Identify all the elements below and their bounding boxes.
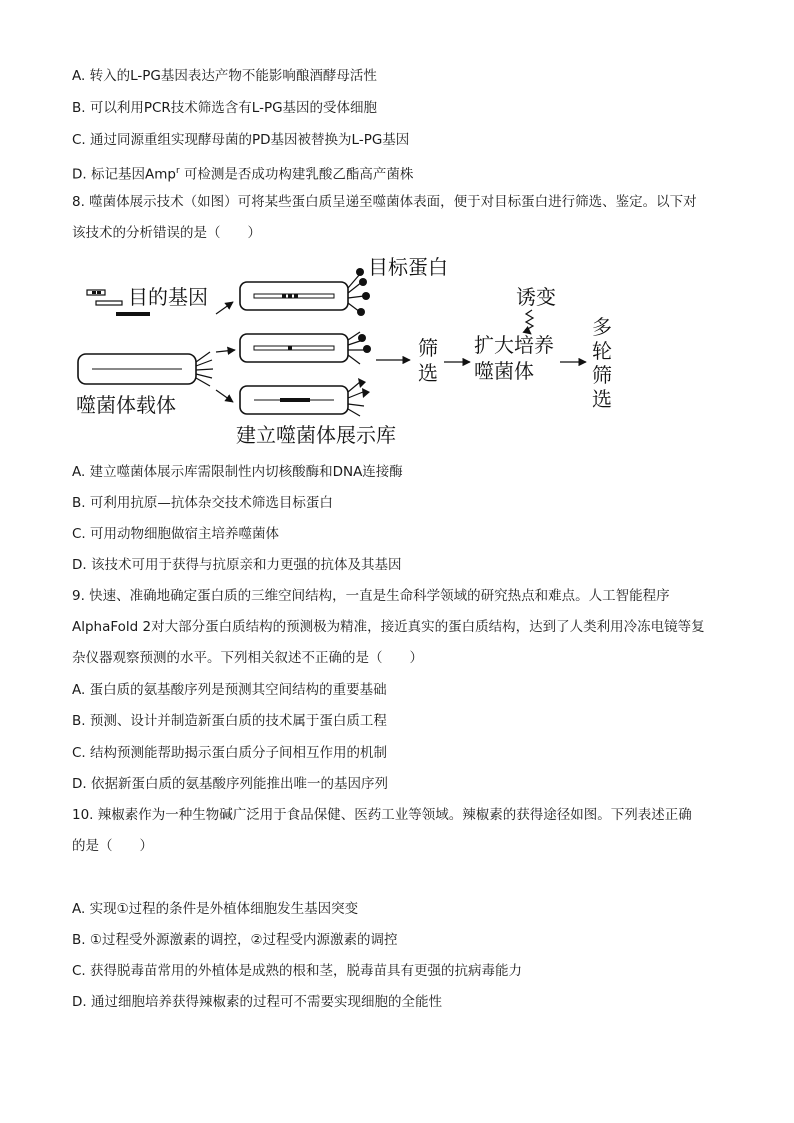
q7-option-c: C. 通过同源重组实现酵母菌的PD基因被替换为L-PG基因 xyxy=(72,132,410,148)
target-protein-label: 目标蛋白 xyxy=(368,255,448,279)
q7-option-d xyxy=(72,162,413,184)
multi-char-1: 多 xyxy=(592,315,612,339)
q9-stem-line2: AlphaFold 2对大部分蛋白质结构的预测极为精准，接近真实的蛋白质结构，达到了人类利用冷冻电镜等复 xyxy=(72,619,705,635)
multi-char-4: 选 xyxy=(592,387,612,411)
expand-label-2: 噬菌体 xyxy=(474,359,534,383)
target-gene-label: 目的基因 xyxy=(128,285,208,309)
q9-stem-line1: 9. 快速、准确地确定蛋白质的三维空间结构，一直是生命科学领域的研究热点和难点。人工智能程序 xyxy=(72,588,670,604)
vector-phage xyxy=(78,352,213,386)
q9-option-b: B. 预测、设计并制造新蛋白质的技术属于蛋白质工程 xyxy=(72,713,387,729)
phage-display-diagram xyxy=(70,252,640,452)
q8-option-c: C. 可用动物细胞做宿主培养噬菌体 xyxy=(72,526,280,542)
q10-option-c: C. 获得脱毒苗常用的外植体是成熟的根和茎，脱毒苗具有更强的抗病毒能力 xyxy=(72,963,523,979)
screen-char-1: 筛 xyxy=(418,336,438,360)
library-phage-3 xyxy=(240,378,370,416)
q10-option-a: A. 实现①过程的条件是外植体细胞发生基因突变 xyxy=(72,901,359,917)
expand-label-1: 扩大培养 xyxy=(474,333,554,357)
q7-option-d-text: D. 标记基因Amp xyxy=(72,166,176,183)
multi-char-2: 轮 xyxy=(592,339,612,363)
q7-option-d-sup: r xyxy=(175,166,180,176)
q9-option-a: A. 蛋白质的氨基酸序列是预测其空间结构的重要基础 xyxy=(72,682,387,698)
q10-option-d: D. 通过细胞培养获得辣椒素的过程可不需要实现细胞的全能性 xyxy=(72,994,442,1010)
q9-stem-line3: 杂仪器观察预测的水平。下列相关叙述不正确的是（ ） xyxy=(72,650,423,666)
q9-option-c: C. 结构预测能帮助揭示蛋白质分子间相互作用的机制 xyxy=(72,745,388,761)
q7-option-b: B. 可以利用PCR技术筛选含有L-PG基因的受体细胞 xyxy=(72,100,378,116)
q8-option-a: A. 建立噬菌体展示库需限制性内切核酸酶和DNA连接酶 xyxy=(72,464,403,480)
q10-option-b: B. ①过程受外源激素的调控，②过程受内源激素的调控 xyxy=(72,932,398,948)
q9-option-d: D. 依据新蛋白质的氨基酸序列能推出唯一的基因序列 xyxy=(72,776,388,792)
library-phage-1 xyxy=(240,268,370,316)
library-phage-2 xyxy=(240,332,371,364)
q8-stem-line2: 该技术的分析错误的是（ ） xyxy=(72,225,261,241)
screen-char-2: 选 xyxy=(418,361,438,385)
q7-option-d-tail: 可检测是否成功构建乳酸乙酯高产菌株 xyxy=(183,166,414,183)
library-label: 建立噬菌体展示库 xyxy=(236,423,396,447)
q10-stem-line2: 的是（ ） xyxy=(72,838,153,854)
q8-stem-line1: 8. 噬菌体展示技术（如图）可将某些蛋白质呈递至噬菌体表面，便于对目标蛋白进行筛选、鉴定。以下对 xyxy=(72,194,697,210)
vector-label: 噬菌体载体 xyxy=(76,393,176,417)
q7-option-a: A. 转入的L-PG基因表达产物不能影响酿酒酵母活性 xyxy=(72,68,377,84)
q10-stem-line1: 10. 辣椒素作为一种生物碱广泛用于食品保健、医药工业等领域。辣椒素的获得途径如图。下列表述正确 xyxy=(72,807,692,823)
multi-char-3: 筛 xyxy=(592,363,612,387)
q8-option-b: B. 可利用抗原—抗体杂交技术筛选目标蛋白 xyxy=(72,495,333,511)
q8-option-d: D. 该技术可用于获得与抗原亲和力更强的抗体及其基因 xyxy=(72,557,402,573)
mutate-label: 诱变 xyxy=(516,285,556,309)
